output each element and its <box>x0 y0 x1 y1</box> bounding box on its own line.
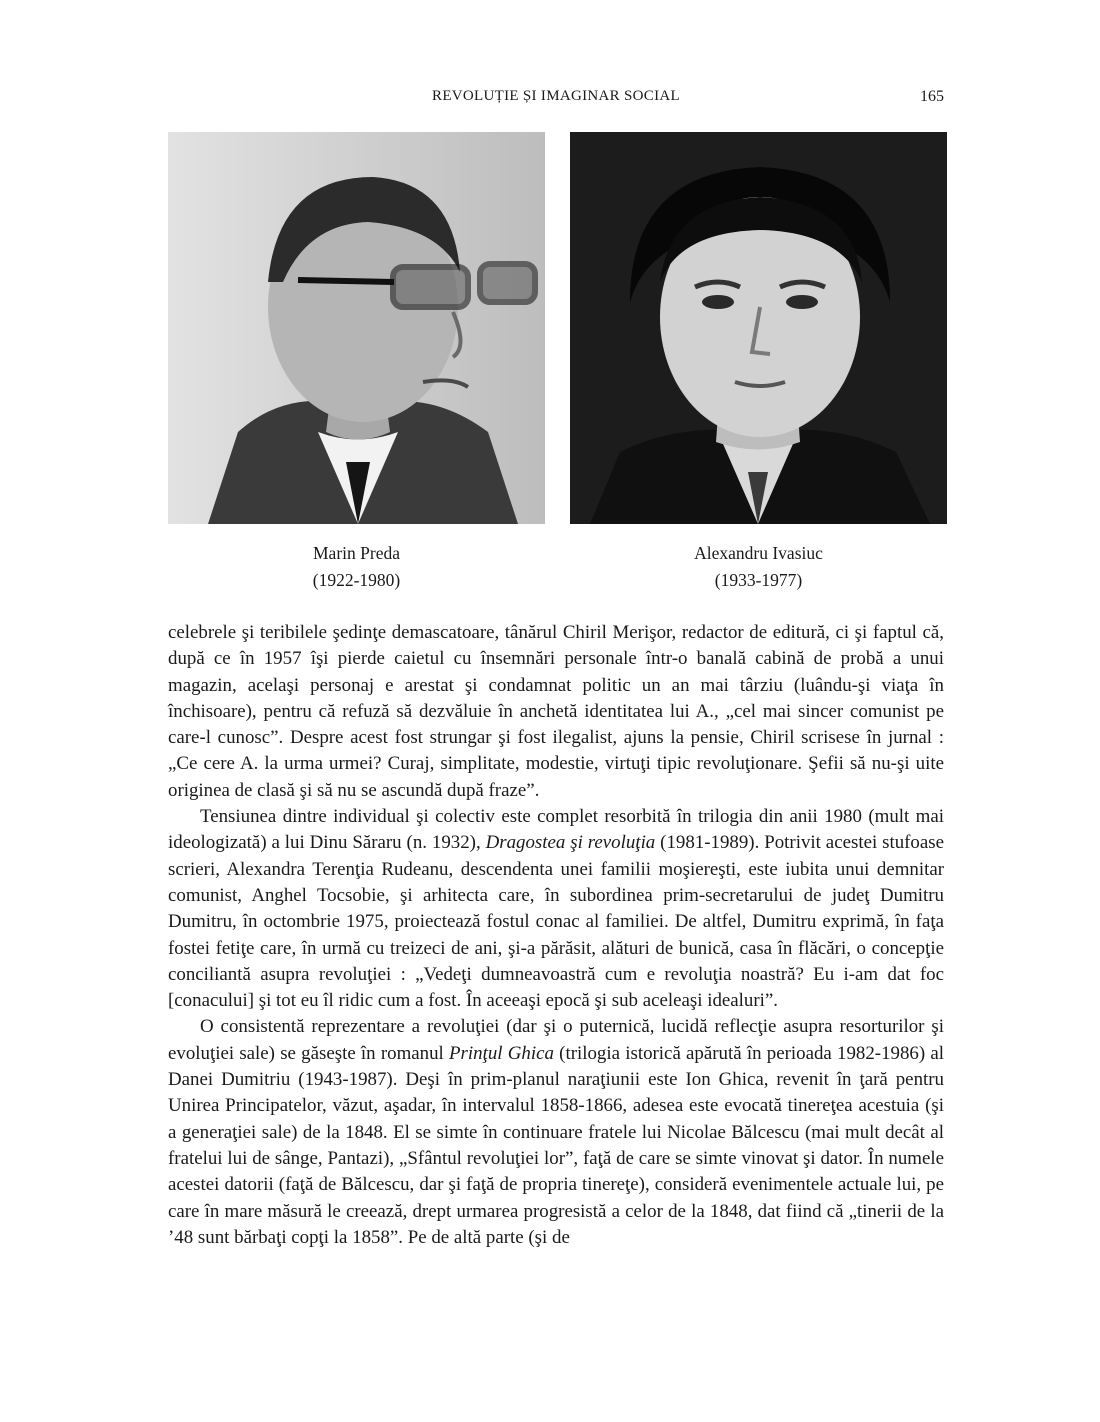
text-run: celebrele şi teribilele şedinţe demascatoare, tânărul Chiril Merişor, redactor de editură, ci şi faptul că, după ce în 1957 îşi pierde caietul cu însemnări personale într-o banală cabină de probă a unui magazin, acelaşi personaj e arestat şi condamnat politic un an mai târziu (luându-şi viaţa în închisoare), pentru că refuză să dezvăluie în anchetă identitatea lui A., „cel mai sincer comunist pe care-l cunosc”. Despre acest fost strungar şi fost ilegalist, ajuns la pensie, Chiril scrisese în jurnal : „Ce cere A. la urma urmei? Curaj, simplitate, modestie, virtuţi tipic revoluţionare. Şefii să nu-şi uite originea de clasă şi să nu se ascundă după fraze”. <box>168 622 944 801</box>
text-run: (1981-1989). Potrivit acestei stufoase scrieri, Alexandra Terenţia Rudeanu, descendenta unei familii moşiereşti, este iubita unui demnitar comunist, Anghel Tocsobie, şi arhitecta care, în subordinea prim-secretarului de judeţ Dumitru Dumitru, în octombrie 1975, proiectează fostul conac al familiei. De altfel, Dumitru exprimă, în faţa fostei fetiţe care, în urmă cu treizeci de ani, şi-a părăsit, alături de bunică, casa în flăcări, o concepţie conciliantă asupra revoluţiei : „Vedeţi dumneavoastră cum e revoluţia noastră? Eu i-am dat foc [conacului] şi tot eu îl ridic cum a fost. În aceeaşi epocă şi sub aceleaşi idealuri”. <box>168 832 944 1012</box>
paragraph <box>168 804 944 1014</box>
figure-name: Alexandru Ivasiuc <box>694 543 823 563</box>
paragraph <box>168 620 944 804</box>
text-run: O consistentă reprezentare a revoluţiei (dar şi o puternică, lucidă reflecţie asupra resorturilor şi evoluţiei sale) se găseşte în romanul <box>168 1016 944 1064</box>
book-title: Dragostea şi revoluţia <box>485 832 656 854</box>
portrait-photo-alexandru-ivasiuc <box>570 132 947 524</box>
figure-years: (1933-1977) <box>714 570 803 590</box>
body-text <box>168 620 944 1251</box>
portrait-photo-marin-preda <box>168 132 545 524</box>
page-number: 165 <box>920 88 944 105</box>
text-run: Tensiunea dintre individual şi colectiv este complet resorbită în trilogia din anii 1980 (mult mai ideologizată) a lui Dinu Săraru (n. 1932), <box>168 806 944 854</box>
running-header <box>168 88 944 110</box>
figure-name: Marin Preda <box>313 543 400 563</box>
paragraph <box>168 1014 944 1251</box>
figure-caption-left <box>168 540 545 594</box>
figure-caption-right <box>570 540 947 594</box>
figure-years: (1922-1980) <box>312 570 401 590</box>
running-title: REVOLUȚIE ȘI IMAGINAR SOCIAL <box>432 88 680 104</box>
book-title: Prinţul Ghica <box>449 1042 554 1064</box>
text-run: (trilogia istorică apărută în perioada 1982-1986) al Danei Dumitriu (1943-1987). Deşi în prim-planul naraţiunii este Ion Ghica, revenit în ţară pentru Unirea Principatelor, văzut, aşadar, în intervalul 1858-1866, adesea este evocată tinereţea acestuia (şi a generaţiei sale) de la 1848. El se simte în continuare fratele lui Nicolae Bălcescu (mai mult decât al fratelui lui de sânge, Pantazi), „Sfântul revoluţiei lor”, faţă de care se simte vinovat şi dator. În numele acestei datorii (faţă de Bălcescu, dar şi faţă de propria tinereţe), consideră evenimentele actuale lui, pe care în mare măsură le creează, drept urmarea progresistă a celor de la 1848, dat fiind că „tinerii de la ’48 sunt bărbaţi copţi la 1858”. Pe de altă parte (şi de <box>168 1042 945 1248</box>
